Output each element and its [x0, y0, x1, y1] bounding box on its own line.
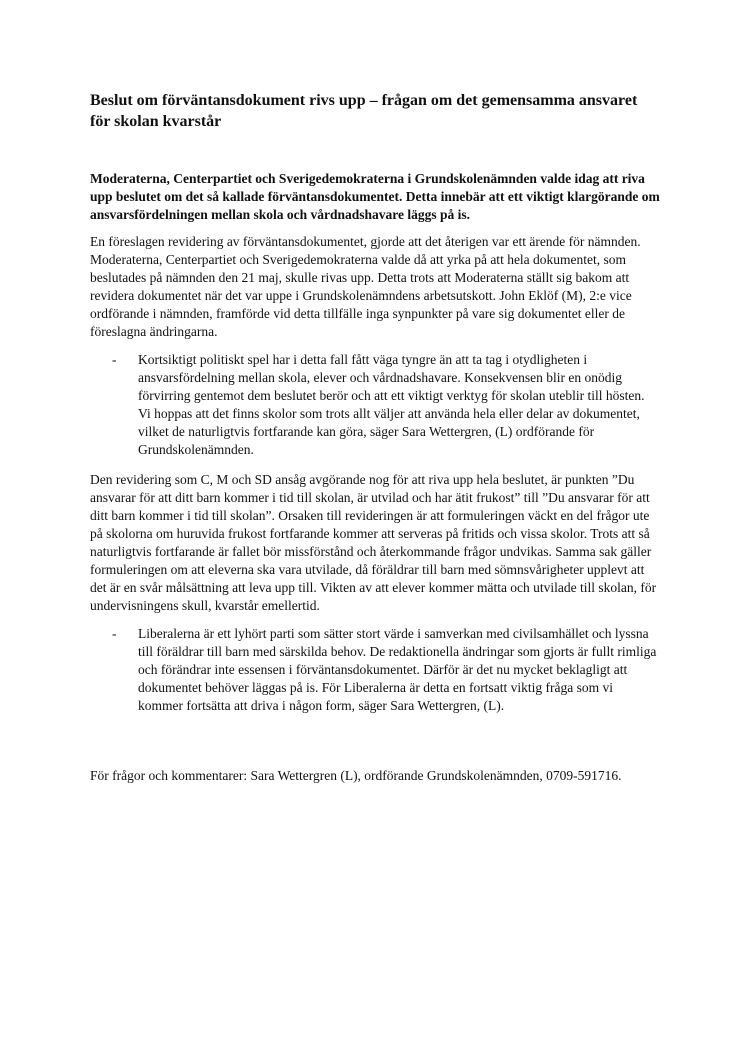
contact-info: För frågor och kommentarer: Sara Wettergren (L), ordförande Grundskolenämnden, 0709-591716.: [90, 768, 622, 783]
quote-text-2: Liberalerna är ett lyhört parti som sätter stort värde i samverkan med civilsamhället och lyssna till föräldrar till barn med särskilda behov. De redaktionella ändringar som gjorts är fullt rimliga och förändrar inte essensen i förväntansdokumentet. Därför är det nu mycket beklagligt att dokumentet behöver läggas på is. För Liberalerna är detta en fortsatt viktig fråga som vi kommer fortsätta att driva i någon form, säger Sara Wettergren, (L).: [138, 626, 657, 713]
quote-block-1: [90, 351, 660, 459]
quote-dash: -: [112, 352, 117, 367]
quote-dash: -: [112, 626, 117, 641]
lead-paragraph: Moderaterna, Centerpartiet och Sverigedemokraterna i Grundskolenämnden valde idag att riva upp beslutet om det så kallade förväntansdokumentet. Detta innebär att ett viktigt klargörande om ansvarsfördelningen mellan skola och vårdnadshavare läggs på is.: [90, 171, 660, 222]
quote-block-2: [90, 625, 660, 715]
document-page: [90, 90, 660, 785]
quote-text-1: Kortsiktigt politiskt spel har i detta fall fått väga tyngre än att ta tag i otydligheten i ansvarsfördelning mellan skola, elever och vårdnadshavare. Konsekvensen blir en onödig förvirring gentemot dem beslutet berör och att ett viktigt verktyg för skolan uteblir till hösten. Vi hoppas att det finns skolor som trots allt väljer att använda hela eller delar av dokumentet, vilket de naturligtvis fortfarande kan göra, säger Sara Wettergren, (L) ordförande för Grundskolenämnden.: [138, 352, 645, 457]
body-paragraph-1: En föreslagen revidering av förväntansdokumentet, gjorde att det återigen var ett ärende för nämnden. Moderaterna, Centerpartiet och Sverigedemokraterna valde då att yrka på att hela dokumentet, som beslutades på nämnden den 21 maj, skulle rivas upp. Detta trots att Moderaterna ställt sig bakom att revidera dokumentet när det var uppe i Grundskolenämndens arbetsutskott. John Eklöf (M), 2:e vice ordförande i nämnden, framförde vid detta tillfälle inga synpunkter på vare sig dokumentet eller de föreslagna ändringarna.: [90, 234, 641, 339]
body-paragraph-2: Den revidering som C, M och SD ansåg avgörande nog för att riva upp hela beslutet, är punkten ”Du ansvarar för att ditt barn kommer i tid till skolan, är utvilad och har ätit frukost” till ”Du ansvarar för att ditt barn kommer i tid till skolan”. Orsaken till revideringen är att formuleringen väckt en del frågor ute på skolorna om huruvida frukost fortfarande kommer att serveras på fritids och vissa skolor. Trots att så naturligtvis fortfarande är fallet bör missförstånd och återkommande frågor undvikas. Samma sak gäller formuleringen om att eleverna ska vara utvilade, då föräldrar till barn med sömnsvårigheter upplevt att det är en svår målsättning att leva upp till. Vikten av att elever kommer mätta och utvilade till skolan, för undervisningens skull, kvarstår emellertid.: [90, 472, 657, 613]
document-title: Beslut om förväntansdokument rivs upp – frågan om det gemensamma ansvaret för skolan kvarstår: [90, 92, 638, 130]
